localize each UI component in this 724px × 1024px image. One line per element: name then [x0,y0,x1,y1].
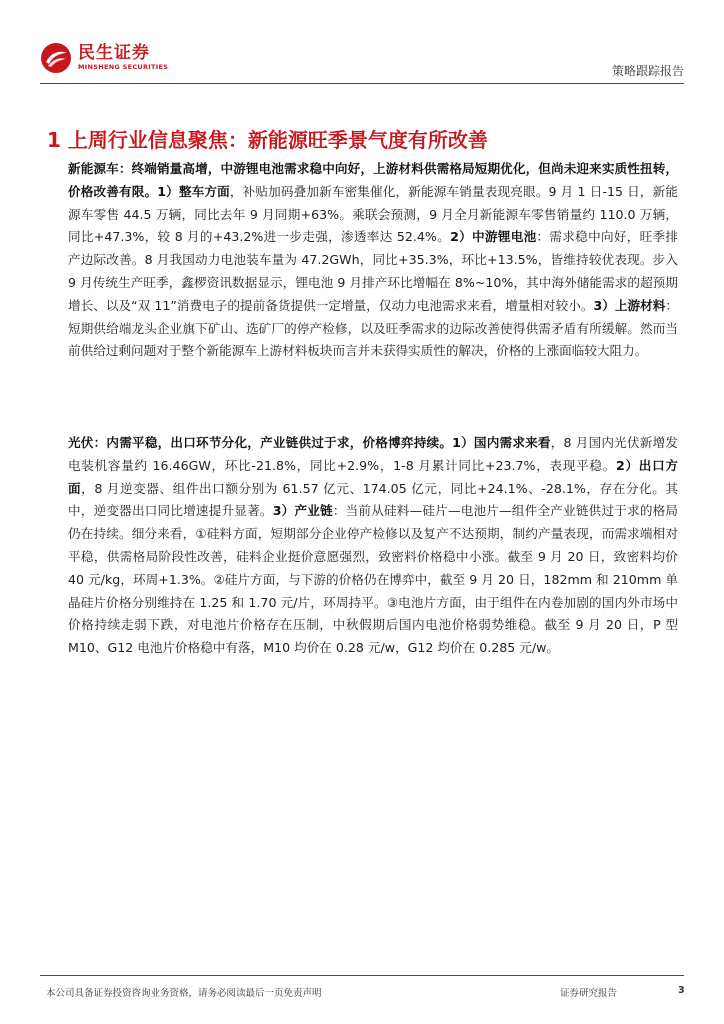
nev-midstream-text: ：需求稳中向好，旺季排产边际改善。8 月我国动力电池装车量为 47.2GWh，同比+35.3%，环比+13.5%，皆维持较优表现。步入 9 月传统生产旺季，鑫椤资讯数据显示，锂电池 9 月排产环比增幅在 8%~10%，其中海外储能需求的超预期增长、以及“双 11”消费电子的提前备货提供一定增量，仅动力电池需求来看，增量相对较小。 [68,229,679,313]
minsheng-logo-icon [40,42,72,74]
page-number: 3 [678,985,685,996]
footer-disclaimer: 本公司具备证券投资咨询业务资格，请务必阅读最后一页免责声明 [46,988,322,999]
nev-summary-bold: 新能源车：终端销量高增，中游锂电池需求稳中向好，上游材料供需格局短期优化，但尚未迎来实质性扭转，价格改善有限。1）整车方面 [68,161,678,199]
section-title: 1 上周行业信息聚焦：新能源旺季景气度有所改善 [47,128,488,152]
nev-upstream-heading: 3）上游材料 [593,297,666,313]
pv-domestic-text: ，8 月国内光伏新增发电装机容量约 16.46GW，环比-21.8%，同比+2.9%，1-8 月累计同比+23.7%，表现平稳。 [68,435,678,473]
report-type-label: 策略跟踪报告 [611,64,684,78]
pv-chain-text: ：当前从硅料—硅片—电池片—组件全产业链供过于求的格局仍在持续。细分来看，①硅料方面，短期部分企业停产检修以及复产不达预期，制约产量表现，而需求端相对平稳，供需格局阶段性改善，硅料企业挺价意愿强烈，致密料价格稳中小涨。截至 9 月 20 日，致密料均价 40 元/kg，环周+1.3%。②硅片方面，与下游的价格仍在博弈中，截至 9 月 20 日，182mm 和 210mm 单晶硅片价格分别维持在 1.25 和 1.70 元/片，环周持平。③电池片方面，由于组件在内卷加剧的国内外市场中价格持续走弱下跌，对电池片价格存在压制，中秋假期后国内电池价格弱势维稳。截至 9 月 20 日，P 型 M10、G12 电池片价格稳中有落，M10 均价在 0.28 元/w，G12 均价在 0.285 元/w。 [68,503,679,656]
nev-upstream-text: ：短期供给端龙头企业旗下矿山、选矿厂的停产检修，以及旺季需求的边际改善使得供需矛盾有所缓解。然而当前供给过剩问题对于整个新能源车上游材料板块而言并未获得实质性的解决，价格的上涨面临较大阻力。 [68,297,679,359]
header-divider [40,83,684,84]
company-logo [40,40,168,76]
pv-summary-bold: 光伏：内需平稳，出口环节分化，产业链供过于求，价格博弈持续。1）国内需求来看 [68,435,551,450]
footer-divider [40,975,684,976]
paragraph-new-energy-vehicles [68,158,678,363]
paragraph-photovoltaic [68,432,678,660]
footer-category: 证券研究报告 [560,988,618,999]
pv-export-heading: 2）出口方面 [68,457,679,496]
nev-vehicle-text: ，补贴加码叠加新车密集催化，新能源车销量表现亮眼。9 月 1 日-15 日，新能源车零售 44.5 万辆，同比去年 9 月同期+63%。乘联会预测，9 月全月新能源车零售销量约 110.0 万辆，同比+47.3%，较 8 月的+43.2%进一步走强，渗透率达 52.4%。 [68,183,679,245]
pv-export-text: ，8 月逆变器、组件出口额分别为 61.57 亿元、174.05 亿元，同比+24.1%、-28.1%，存在分化。其中，逆变器出口同比增速提升显著。 [68,480,679,519]
logo-chinese-name: 民生证券 [78,43,150,63]
page-header [40,40,684,80]
logo-english-name: MINSHENG SECURITIES [78,63,169,71]
nev-midstream-heading: 2）中游锂电池 [450,229,537,245]
pv-chain-heading: 3）产业链 [272,503,333,519]
